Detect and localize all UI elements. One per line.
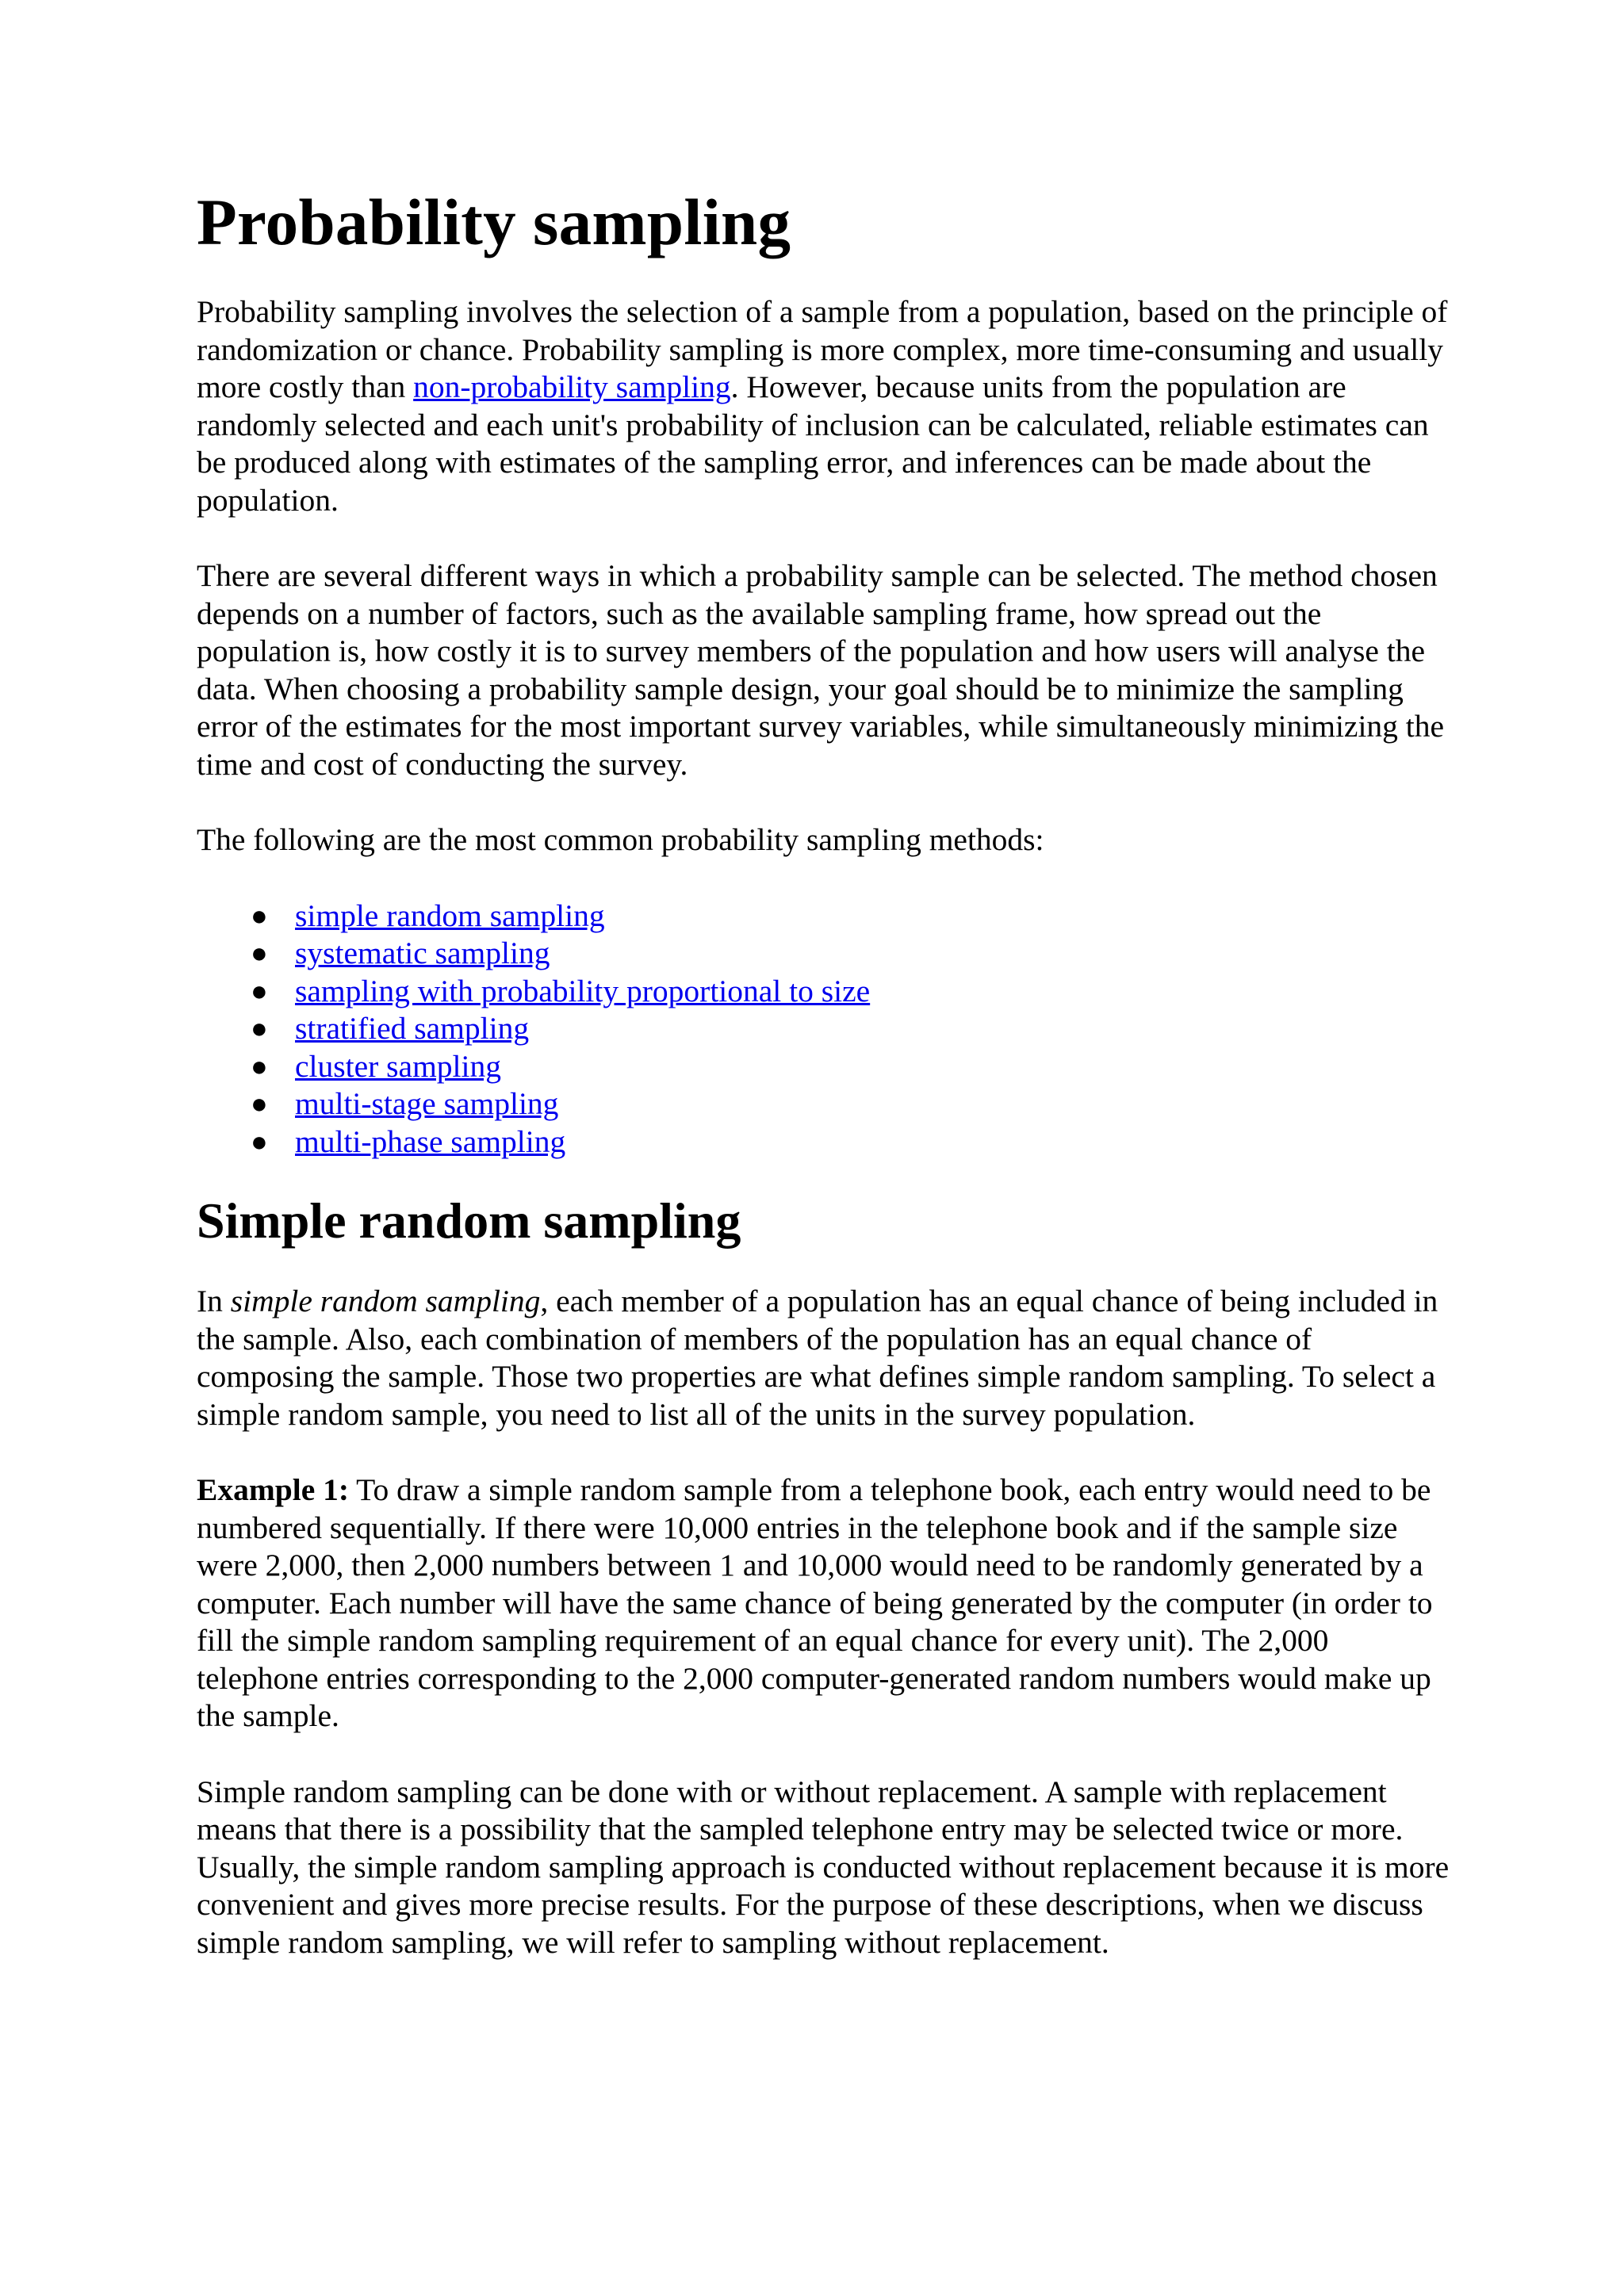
- bullet-icon: ●: [251, 899, 268, 932]
- section-paragraph-3: Simple random sampling can be done with or without replacement. A sample with replacement means that there is a possibility that the sampled telephone entry may be selected twice or more. Usually, the simple random sampling approach is conducted without replacement because it is more convenient and gives more precise results. For the purpose of these descriptions, when we discuss simple random sampling, we will refer to sampling without replacement.: [197, 1774, 1450, 1960]
- list-item: [197, 1085, 1450, 1123]
- method-link-multi-stage-sampling[interactable]: multi-stage sampling: [295, 1086, 559, 1121]
- page-title: Probability sampling: [197, 186, 791, 258]
- example-paragraph: [197, 1471, 1450, 1735]
- section-p1-emphasis: simple random sampling: [230, 1284, 541, 1318]
- bullet-icon: ●: [251, 1088, 268, 1119]
- bullet-icon: ●: [251, 937, 268, 969]
- method-link-systematic-sampling[interactable]: systematic sampling: [295, 936, 550, 970]
- list-item: [197, 1123, 1450, 1161]
- list-item: [197, 973, 1450, 1011]
- method-link-pps-sampling[interactable]: sampling with probability proportional to size: [295, 973, 871, 1008]
- bullet-icon: ●: [251, 974, 268, 1007]
- intro-p1-text-before: Probability sampling involves the selection of a sample from a population, based on the principle of randomization or chance. Probability sampling is more complex, more time-consuming and usually more costly than: [197, 294, 1448, 404]
- bullet-icon: ●: [251, 1125, 268, 1158]
- methods-list: [197, 897, 1450, 1161]
- section-heading: Simple random sampling: [197, 1192, 741, 1249]
- section-p1-text-after: , each member of a population has an equal chance of being included in the sample. Also, each combination of members of the population has an equal chance of composing the sample. Those two properties are what defines simple random sampling. To select a simple random sample, you need to list all of the units in the survey population.: [197, 1284, 1438, 1432]
- document-page: [197, 182, 1450, 1999]
- intro-paragraph-1: [197, 293, 1450, 519]
- list-item: [197, 935, 1450, 973]
- example-text: To draw a simple random sample from a telephone book, each entry would need to be numbered sequentially. If there were 10,000 entries in the telephone book and if the sample size were 2,000, then 2,000 numbers between 1 and 10,000 would need to be randomly generated by a computer. Each number will have the same chance of being generated by the computer (in order to fill the simple random sampling requirement of an equal chance for every unit). The 2,000 telephone entries corresponding to the 2,000 computer-generated random numbers would make up the sample.: [197, 1472, 1433, 1733]
- method-link-cluster-sampling[interactable]: cluster sampling: [295, 1048, 501, 1084]
- list-item: [197, 897, 1450, 936]
- list-item: [197, 1048, 1450, 1086]
- method-link-simple-random-sampling[interactable]: simple random sampling: [295, 897, 605, 933]
- example-label: Example 1:: [197, 1472, 350, 1507]
- list-item: [197, 1010, 1450, 1048]
- method-link-stratified-sampling[interactable]: stratified sampling: [295, 1011, 530, 1046]
- section-paragraph-1: [197, 1283, 1450, 1433]
- bullet-icon: ●: [251, 1012, 268, 1044]
- section-p1-text-before: In: [197, 1284, 231, 1318]
- method-link-multi-phase-sampling[interactable]: multi-phase sampling: [295, 1123, 566, 1159]
- intro-paragraph-3: The following are the most common probability sampling methods:: [197, 822, 1044, 857]
- intro-paragraph-2: There are several different ways in which a probability sample can be selected. The method chosen depends on a number of factors, such as the available sampling frame, how spread out the population is, how costly it is to survey members of the population and how users will analyse the data. When choosing a probability sample design, your goal should be to minimize the sampling error of the estimates for the most important survey variables, while simultaneously minimizing the time and cost of conducting the survey.: [197, 558, 1445, 782]
- bullet-icon: ●: [251, 1050, 268, 1082]
- non-probability-sampling-link[interactable]: non-probability sampling: [413, 369, 731, 404]
- intro-p1-text-after: . However, because units from the population are randomly selected and each unit's probability of inclusion can be calculated, reliable estimates can be produced along with estimates of the sampling error, and inferences can be made about the population.: [197, 369, 1429, 518]
